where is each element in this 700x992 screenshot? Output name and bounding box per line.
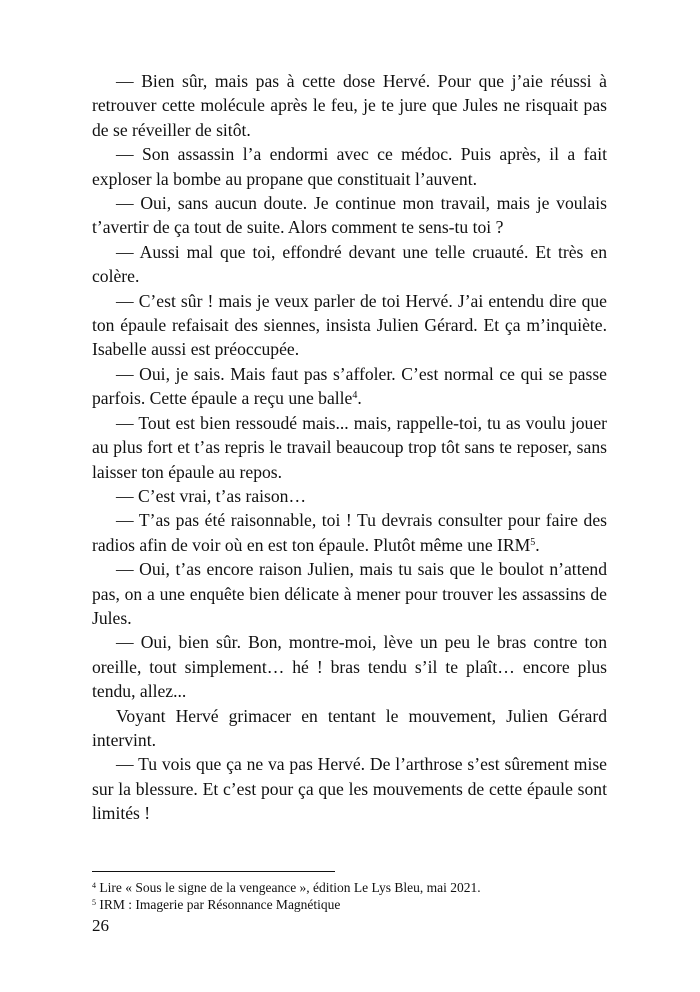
paragraph: — Son assassin l’a endormi avec ce médoc. Puis après, il a fait exploser la bombe au propane que constituait l’auvent. — [92, 144, 607, 189]
footnote-number: 4 — [92, 881, 96, 890]
paragraph: — Oui, bien sûr. Bon, montre-moi, lève un peu le bras contre ton oreille, tout simplement… hé ! bras tendu s’il te plaît… encore plus tendu, allez... — [92, 632, 607, 702]
page-number: 26 — [92, 916, 109, 935]
footnote-text: Lire « Sous le signe de la vengeance », édition Le Lys Bleu, mai 2021. — [96, 880, 481, 895]
footnote — [92, 880, 607, 897]
footnote-ref: 4 — [352, 390, 358, 402]
paragraph: — Aussi mal que toi, effondré devant une telle cruauté. Et très en colère. — [92, 241, 607, 287]
paragraph-text: — Oui, je sais. Mais faut pas s’affoler. C’est normal ce qui se passe parfois. Cette épaule a reçu une balle — [92, 363, 607, 409]
paragraph-end: . — [535, 534, 540, 555]
footnote — [92, 897, 607, 914]
paragraph-text: — T’as pas été raisonnable, toi ! Tu devrais consulter pour faire des radios afin de voir où en est ton épaule. Plutôt même une IRM — [92, 510, 607, 555]
paragraph — [92, 508, 607, 557]
footnote-text: IRM : Imagerie par Résonnance Magnétique — [96, 896, 341, 912]
paragraph: — C’est sûr ! mais je veux parler de toi Hervé. J’ai entendu dire que ton épaule refaisait des siennes, insista Julien Gérard. Et ça m’inquiète. Isabelle aussi est préoccupée. — [92, 290, 607, 360]
footnote-divider — [92, 871, 335, 872]
paragraph: — Tu vois que ça ne va pas Hervé. De l’arthrose s’est sûrement mise sur la blessure. Et c’est pour ça que les mouvements de cette épaule sont limités ! — [92, 754, 607, 824]
body-text — [92, 69, 607, 826]
paragraph: — Oui, sans aucun doute. Je continue mon travail, mais je voulais t’avertir de ça tout de suite. Alors comment te sens-tu toi ? — [92, 193, 607, 238]
paragraph: Voyant Hervé grimacer en tentant le mouvement, Julien Gérard intervint. — [92, 705, 607, 750]
paragraph: — Bien sûr, mais pas à cette dose Hervé. Pour que j’aie réussi à retrouver cette molécule après le feu, je te jure que Jules ne risquait pas de se réveiller de sitôt. — [92, 71, 607, 140]
paragraph: — Oui, t’as encore raison Julien, mais tu sais que le boulot n’attend pas, on a une enquête bien délicate à mener pour trouver les assassins de Jules. — [92, 559, 607, 628]
footnotes — [92, 880, 607, 913]
footnote-ref: 5 — [530, 536, 536, 548]
footnote-number: 5 — [92, 897, 96, 907]
paragraph — [92, 362, 607, 411]
paragraph: — Tout est bien ressoudé mais... mais, rappelle-toi, tu as voulu jouer au plus fort et t’as repris le travail beaucoup trop tôt sans te reposer, sans laisser ton épaule au repos. — [92, 412, 607, 482]
paragraph: — C’est vrai, t’as raison… — [116, 485, 307, 506]
paragraph-end: . — [357, 388, 362, 409]
